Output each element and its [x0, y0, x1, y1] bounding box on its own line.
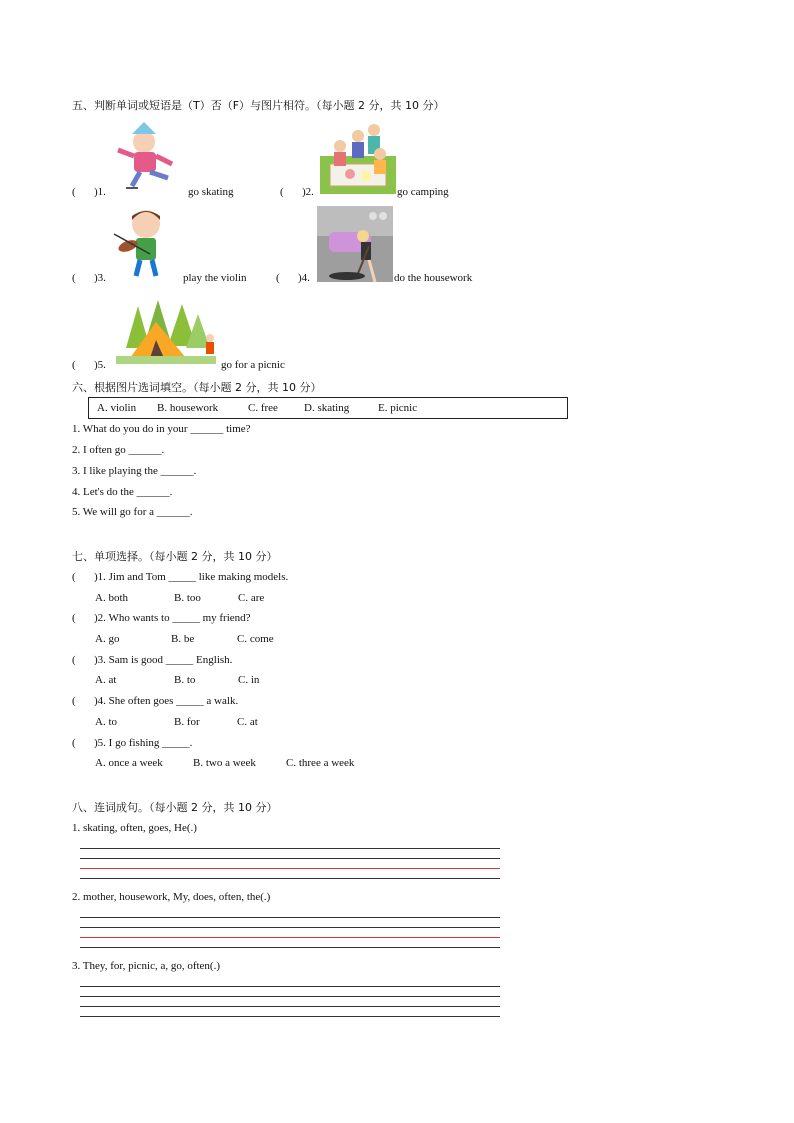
violin-boy-image: [110, 206, 176, 282]
section5-heading: 五、判断单词或短语是（T）否（F）与图片相符。（每小题 2 分，共 10 分）: [72, 99, 445, 112]
s5-item1-text: go skating: [188, 186, 234, 198]
s6-question5: 5. We will go for a ______.: [72, 506, 193, 518]
s8-q1-guide-line-2[interactable]: [80, 858, 500, 859]
word-bank-box: [88, 397, 568, 419]
s7-q5-paren: (: [72, 737, 76, 749]
s8-q2-guide-line-3[interactable]: [80, 937, 500, 938]
s5-item1-paren: (: [72, 186, 76, 198]
s8-q3-guide-line-4[interactable]: [80, 1016, 500, 1017]
s8-question2: 2. mother, housework, My, does, often, the(.): [72, 891, 271, 903]
s8-q3-guide-line-2[interactable]: [80, 996, 500, 997]
housework-image: [317, 206, 393, 282]
s5-item3-number: )3.: [94, 272, 106, 284]
s6-question1: 1. What do you do in your ______ time?: [72, 423, 251, 435]
s7-q3-paren: (: [72, 654, 76, 666]
s7-q4-stem: )4. She often goes _____ a walk.: [94, 695, 239, 707]
s7-q3-option-a: A. at: [95, 674, 117, 686]
s7-q1-option-c: C. are: [238, 592, 265, 604]
s5-item2-number: )2.: [302, 186, 314, 198]
s5-item5-paren: (: [72, 359, 76, 371]
s6-question2: 2. I often go ______.: [72, 444, 165, 456]
s8-q2-guide-line-1[interactable]: [80, 917, 500, 918]
s7-q3-stem: )3. Sam is good _____ English.: [94, 654, 233, 666]
s6-question4: 4. Let's do the ______.: [72, 486, 173, 498]
s8-q1-guide-line-1[interactable]: [80, 848, 500, 849]
s5-item2-paren: (: [280, 186, 284, 198]
word-option-e: E. picnic: [378, 402, 418, 414]
skating-girl-image: [110, 120, 182, 192]
s8-question1: 1. skating, often, goes, He(.): [72, 822, 197, 834]
word-option-d: D. skating: [304, 402, 350, 414]
s7-q4-option-a: A. to: [95, 716, 117, 728]
s7-q2-paren: (: [72, 612, 76, 624]
s8-question3: 3. They, for, picnic, a, go, often(.): [72, 960, 221, 972]
s7-q3-option-b: B. to: [174, 674, 196, 686]
s7-q3-option-c: C. in: [238, 674, 260, 686]
s7-q5-option-a: A. once a week: [95, 757, 163, 769]
section6-heading: 六、根据图片选词填空。（每小题 2 分，共 10 分）: [72, 381, 322, 394]
s7-q2-stem: )2. Who wants to _____ my friend?: [94, 612, 251, 624]
s5-item5-text: go for a picnic: [221, 359, 285, 371]
s7-q4-paren: (: [72, 695, 76, 707]
s7-q1-option-b: B. too: [174, 592, 201, 604]
section7-heading: 七、单项选择。（每小题 2 分，共 10 分）: [72, 550, 278, 563]
s5-item4-paren: (: [276, 272, 280, 284]
s7-q2-option-a: A. go: [95, 633, 120, 645]
s7-q4-option-b: B. for: [174, 716, 200, 728]
s8-q3-guide-line-1[interactable]: [80, 986, 500, 987]
s7-q2-option-b: B. be: [171, 633, 195, 645]
s7-q5-option-b: B. two a week: [193, 757, 256, 769]
word-option-c: C. free: [248, 402, 278, 414]
s7-q5-option-c: C. three a week: [286, 757, 355, 769]
s7-q5-stem: )5. I go fishing _____.: [94, 737, 193, 749]
s5-item3-text: play the violin: [183, 272, 247, 284]
s7-q2-option-c: C. come: [237, 633, 274, 645]
word-option-b: B. housework: [157, 402, 219, 414]
s5-item5-number: )5.: [94, 359, 106, 371]
s5-item2-text: go camping: [397, 186, 449, 198]
s5-item1-number: )1.: [94, 186, 106, 198]
word-option-a: A. violin: [97, 402, 137, 414]
s8-q3-guide-line-3[interactable]: [80, 1006, 500, 1007]
s5-item4-number: )4.: [298, 272, 310, 284]
s8-q1-guide-line-4[interactable]: [80, 878, 500, 879]
s6-question3: 3. I like playing the ______.: [72, 465, 197, 477]
s8-q2-guide-line-2[interactable]: [80, 927, 500, 928]
s8-q2-guide-line-4[interactable]: [80, 947, 500, 948]
s7-q1-stem: )1. Jim and Tom _____ like making models.: [94, 571, 289, 583]
s7-q1-paren: (: [72, 571, 76, 583]
s5-item4-text: do the housework: [394, 272, 473, 284]
s8-q1-guide-line-3[interactable]: [80, 868, 500, 869]
camping-tent-image: [116, 296, 222, 366]
s7-q1-option-a: A. both: [95, 592, 128, 604]
s7-q4-option-c: C. at: [237, 716, 258, 728]
section8-heading: 八、连词成句。（每小题 2 分，共 10 分）: [72, 801, 278, 814]
family-picnic-image: [320, 122, 396, 194]
s5-item3-paren: (: [72, 272, 76, 284]
